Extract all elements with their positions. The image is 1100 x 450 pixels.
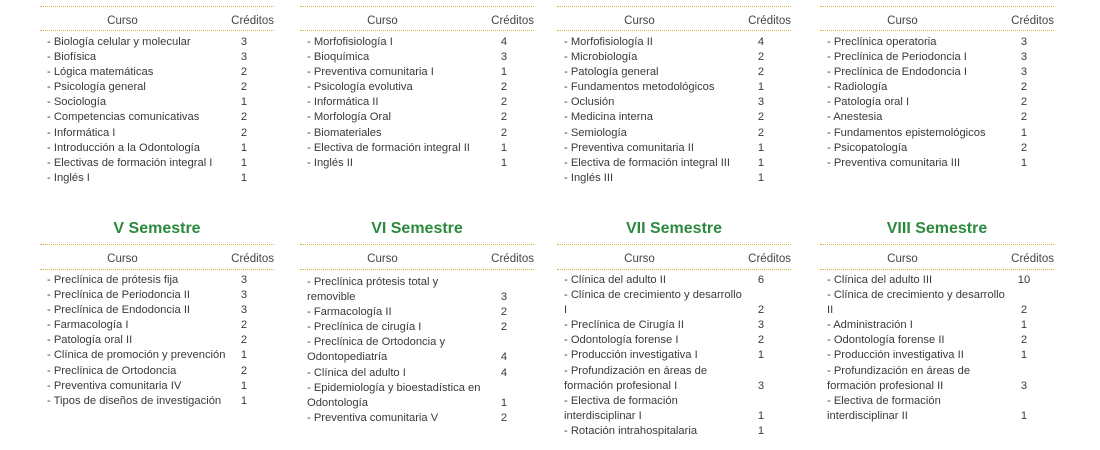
- course-name: - Administración I: [827, 319, 913, 332]
- course-credits: 1: [1020, 156, 1028, 169]
- table-row: [300, 320, 534, 335]
- course-credits: 2: [500, 96, 508, 109]
- table-row: [820, 110, 1054, 125]
- course-credits: 1: [240, 349, 248, 362]
- course-credits: 1: [1020, 349, 1028, 362]
- table-row: [557, 35, 791, 50]
- course-credits: 2: [240, 111, 248, 124]
- course-name: - Biomateriales: [307, 126, 382, 139]
- course-credits: 1: [240, 171, 248, 184]
- course-name: - Preclínica de Ortodoncia: [47, 364, 177, 377]
- table-header: [300, 14, 534, 28]
- course-name: - Patología general: [564, 66, 659, 79]
- table-row: [557, 288, 791, 318]
- course-credits: 1: [240, 141, 248, 154]
- course-name: - Radiología: [827, 81, 888, 94]
- course-credits: 2: [757, 304, 765, 317]
- course-name: - Anestesia: [827, 111, 883, 124]
- table-row: [40, 379, 274, 394]
- course-name: - Microbiología: [564, 51, 638, 64]
- course-name: - Preclínica operatoria: [827, 36, 937, 48]
- table-row: [40, 348, 274, 363]
- table-row: [40, 50, 274, 65]
- course-name: - Clínica de promoción y prevención: [47, 349, 226, 362]
- table-row: [40, 318, 274, 333]
- course-name: - Fundamentos metodológicos: [564, 81, 715, 94]
- course-credits: 4: [500, 351, 508, 364]
- table-row: [820, 50, 1054, 65]
- semester-title: VIII Semestre: [886, 220, 988, 237]
- course-name: - Odontología forense I: [564, 334, 679, 347]
- table-row: [820, 364, 1054, 394]
- credits-header: Créditos: [491, 15, 534, 27]
- divider-header: [40, 269, 274, 270]
- course-credits: 3: [1020, 36, 1028, 48]
- table-row: [300, 305, 534, 320]
- course-name: - Fundamentos epistemológicos: [827, 126, 986, 139]
- course-name: - Inglés II: [307, 156, 354, 169]
- table-row: [557, 318, 791, 333]
- course-name: - Preventiva comunitaria III: [827, 156, 961, 169]
- course-header: Curso: [367, 15, 398, 27]
- course-name: - Farmacología II: [307, 306, 392, 319]
- course-name: - Preventiva comunitaria V: [307, 411, 439, 424]
- table-row: [557, 394, 791, 424]
- course-credits: 2: [1020, 111, 1028, 124]
- course-credits: 2: [1020, 81, 1028, 94]
- course-credits: 3: [757, 379, 765, 392]
- table-row: [820, 394, 1054, 424]
- credits-header: Créditos: [748, 15, 791, 27]
- table-row: [300, 95, 534, 110]
- course-credits: 2: [500, 111, 508, 124]
- course-name: - Preclínica de Cirugía II: [564, 319, 685, 332]
- table-row: [40, 364, 274, 379]
- divider-top: [820, 6, 1054, 7]
- course-credits: 1: [500, 66, 508, 79]
- course-name: - Morfofisiología I: [307, 36, 393, 48]
- table-row: [300, 335, 534, 365]
- table-row: [40, 141, 274, 156]
- course-credits: 2: [500, 126, 508, 139]
- course-credits: 2: [1020, 141, 1028, 154]
- course-credits: 2: [757, 334, 765, 347]
- divider-top: [300, 244, 534, 245]
- course-name: - Clínica de crecimiento y desarrollo I: [564, 289, 742, 317]
- course-list: [820, 35, 1054, 171]
- course-name: - Preclínica de Endodoncia I: [827, 66, 967, 79]
- table-row: [40, 273, 274, 288]
- course-name: - Epidemiología y bioestadística en Odontología: [307, 381, 481, 409]
- course-name: - Psicología evolutiva: [307, 81, 413, 94]
- course-credits: 3: [240, 289, 248, 302]
- table-row: [820, 273, 1054, 288]
- course-name: - Psicología general: [47, 81, 146, 94]
- course-credits: 4: [757, 36, 765, 48]
- course-name: - Odontología forense II: [827, 334, 945, 347]
- course-name: - Electiva de formación integral II: [307, 141, 470, 154]
- course-name: - Patología oral II: [47, 334, 133, 347]
- course-name: - Patología oral I: [827, 96, 910, 109]
- course-credits: 2: [240, 364, 248, 377]
- course-list: [820, 273, 1054, 424]
- table-row: [300, 366, 534, 381]
- table-row: [40, 333, 274, 348]
- course-credits: 2: [757, 51, 765, 64]
- table-row: [300, 80, 534, 95]
- course-name: - Preventiva comunitaria IV: [47, 379, 182, 392]
- course-name: - Competencias comunicativas: [47, 111, 200, 124]
- course-name: - Preventiva comunitaria I: [307, 66, 434, 79]
- course-credits: 1: [757, 171, 765, 184]
- table-row: [300, 65, 534, 80]
- course-header: Curso: [107, 15, 138, 27]
- course-name: - Electiva de formación integral III: [564, 156, 731, 169]
- course-name: - Lógica matemáticas: [47, 66, 154, 79]
- course-list: [557, 273, 791, 439]
- course-name: - Rotación intrahospitalaria: [564, 424, 698, 437]
- credits-header: Créditos: [231, 253, 274, 265]
- course-list: [300, 35, 534, 171]
- course-credits: 3: [1020, 51, 1028, 64]
- table-row: [820, 156, 1054, 171]
- divider-header: [300, 30, 534, 31]
- semester-title: VI Semestre: [371, 220, 463, 237]
- course-name: - Clínica del adulto III: [827, 274, 933, 286]
- course-name: - Morfología Oral: [307, 111, 391, 124]
- table-row: [557, 110, 791, 125]
- table-row: [557, 80, 791, 95]
- course-credits: 1: [500, 156, 508, 169]
- course-name: - Preclínica de prótesis fija: [47, 274, 179, 286]
- table-row: [557, 65, 791, 80]
- table-row: [40, 156, 274, 171]
- course-name: - Sociología: [47, 96, 107, 109]
- table-header: [557, 252, 791, 266]
- table-row: [820, 288, 1054, 318]
- table-row: [40, 394, 274, 409]
- course-name: - Preclínica de Periodoncia II: [47, 289, 191, 302]
- course-name: - Preclínica de Periodoncia I: [827, 51, 967, 64]
- course-header: Curso: [624, 15, 655, 27]
- table-row: [40, 288, 274, 303]
- course-credits: 1: [240, 96, 248, 109]
- course-credits: 2: [240, 319, 248, 332]
- course-name: - Electiva de formación interdisciplinar I: [564, 394, 678, 422]
- course-credits: 1: [1020, 126, 1028, 139]
- course-name: - Profundización en áreas de formación profesional II: [827, 364, 971, 392]
- table-row: [300, 110, 534, 125]
- table-row: [300, 156, 534, 171]
- course-list: [300, 275, 534, 426]
- course-credits: 2: [1020, 96, 1028, 109]
- course-credits: 3: [240, 274, 248, 286]
- table-row: [300, 381, 534, 411]
- table-row: [557, 364, 791, 394]
- table-row: [557, 171, 791, 186]
- course-credits: 1: [500, 141, 508, 154]
- course-credits: 2: [1020, 304, 1028, 317]
- divider-header: [820, 269, 1054, 270]
- course-credits: 4: [500, 366, 508, 379]
- table-header: [820, 14, 1054, 28]
- course-credits: 2: [757, 66, 765, 79]
- divider-top: [557, 244, 791, 245]
- course-name: - Clínica del adulto I: [307, 366, 406, 379]
- table-row: [557, 50, 791, 65]
- course-name: - Clínica de crecimiento y desarrollo II: [827, 289, 1005, 317]
- table-row: [820, 65, 1054, 80]
- course-credits: 3: [500, 51, 508, 64]
- divider-top: [300, 6, 534, 7]
- credits-header: Créditos: [231, 15, 274, 27]
- course-header: Curso: [887, 253, 918, 265]
- table-row: [820, 80, 1054, 95]
- course-credits: 1: [240, 379, 248, 392]
- course-name: - Preclínica de Endodoncia II: [47, 304, 191, 317]
- course-name: - Electiva de formación interdisciplinar II: [827, 394, 941, 422]
- course-credits: 3: [1020, 379, 1028, 392]
- course-name: - Preclínica prótesis total y removible: [307, 276, 439, 304]
- table-row: [40, 35, 274, 50]
- table-row: [557, 141, 791, 156]
- course-credits: 1: [757, 424, 765, 437]
- course-name: - Producción investigativa II: [827, 349, 964, 362]
- course-credits: 2: [240, 334, 248, 347]
- course-list: [557, 35, 791, 186]
- course-credits: 3: [1020, 66, 1028, 79]
- course-header: Curso: [107, 253, 138, 265]
- course-credits: 2: [500, 321, 508, 334]
- course-credits: 2: [757, 126, 765, 139]
- course-credits: 1: [757, 349, 765, 362]
- course-credits: 2: [240, 81, 248, 94]
- course-credits: 6: [757, 274, 765, 286]
- table-header: [40, 252, 274, 266]
- semester-title: VII Semestre: [625, 220, 723, 237]
- table-header: [300, 252, 534, 266]
- course-credits: 3: [240, 36, 248, 48]
- course-name: - Informática II: [307, 96, 379, 109]
- divider-header: [820, 30, 1054, 31]
- table-row: [300, 35, 534, 50]
- course-name: - Tipos de diseños de investigación: [47, 394, 222, 407]
- table-row: [557, 424, 791, 439]
- course-credits: 2: [240, 66, 248, 79]
- course-list: [40, 35, 274, 186]
- course-credits: 1: [757, 81, 765, 94]
- course-name: - Psicopatología: [827, 141, 908, 154]
- divider-top: [40, 244, 274, 245]
- course-credits: 3: [500, 291, 508, 304]
- course-credits: 10: [1017, 274, 1031, 286]
- course-credits: 1: [240, 156, 248, 169]
- course-credits: 2: [757, 111, 765, 124]
- divider-top: [40, 6, 274, 7]
- table-row: [40, 171, 274, 186]
- divider-header: [557, 269, 791, 270]
- course-name: - Oclusión: [564, 96, 615, 109]
- table-row: [557, 95, 791, 110]
- course-credits: 3: [757, 319, 765, 332]
- divider-header: [40, 30, 274, 31]
- course-name: - Profundización en áreas de formación profesional I: [564, 364, 708, 392]
- course-name: - Electivas de formación integral I: [47, 156, 213, 169]
- course-name: - Inglés I: [47, 171, 90, 184]
- table-row: [300, 141, 534, 156]
- table-row: [40, 303, 274, 318]
- table-row: [820, 348, 1054, 363]
- divider-top: [557, 6, 791, 7]
- course-credits: 4: [500, 36, 508, 48]
- credits-header: Créditos: [748, 253, 791, 265]
- table-row: [557, 333, 791, 348]
- course-credits: 1: [500, 396, 508, 409]
- table-row: [40, 95, 274, 110]
- course-name: - Clínica del adulto II: [564, 274, 666, 286]
- course-credits: 2: [1020, 334, 1028, 347]
- course-credits: 2: [500, 306, 508, 319]
- table-row: [557, 126, 791, 141]
- course-name: - Biología celular y molecular: [47, 36, 191, 48]
- course-credits: 3: [240, 304, 248, 317]
- course-name: - Farmacología I: [47, 319, 129, 332]
- table-row: [40, 110, 274, 125]
- course-name: - Semiología: [564, 126, 627, 139]
- credits-header: Créditos: [1011, 15, 1054, 27]
- table-row: [820, 141, 1054, 156]
- divider-top: [820, 244, 1054, 245]
- table-row: [300, 411, 534, 426]
- course-header: Curso: [624, 253, 655, 265]
- course-credits: 1: [757, 409, 765, 422]
- course-name: - Informática I: [47, 126, 116, 139]
- course-name: - Introducción a la Odontología: [47, 141, 200, 154]
- course-name: - Producción investigativa I: [564, 349, 698, 362]
- credits-header: Créditos: [1011, 253, 1054, 265]
- semester-title: V Semestre: [113, 220, 201, 237]
- table-row: [300, 50, 534, 65]
- course-name: - Preclínica de Ortodoncia y Odontopediatría: [307, 336, 446, 364]
- table-row: [40, 126, 274, 141]
- table-header: [557, 14, 791, 28]
- table-row: [557, 273, 791, 288]
- credits-header: Créditos: [491, 253, 534, 265]
- table-row: [820, 95, 1054, 110]
- table-row: [820, 333, 1054, 348]
- table-row: [300, 275, 534, 305]
- course-credits: 3: [240, 51, 248, 64]
- table-row: [820, 318, 1054, 333]
- table-row: [40, 80, 274, 95]
- course-name: - Medicina interna: [564, 111, 653, 124]
- table-header: [40, 14, 274, 28]
- course-name: - Biofísica: [47, 51, 97, 64]
- divider-header: [300, 269, 534, 270]
- table-row: [557, 156, 791, 171]
- course-header: Curso: [887, 15, 918, 27]
- table-row: [557, 348, 791, 363]
- divider-header: [557, 30, 791, 31]
- course-name: - Preventiva comunitaria II: [564, 141, 694, 154]
- course-credits: 1: [757, 156, 765, 169]
- table-row: [820, 126, 1054, 141]
- course-name: - Bioquímica: [307, 51, 370, 64]
- course-header: Curso: [367, 253, 398, 265]
- course-credits: 1: [240, 394, 248, 407]
- course-name: - Inglés III: [564, 171, 614, 184]
- course-name: - Preclínica de cirugía I: [307, 321, 422, 334]
- table-header: [820, 252, 1054, 266]
- course-name: - Morfofisiología II: [564, 36, 653, 48]
- course-credits: 1: [1020, 319, 1028, 332]
- course-credits: 3: [757, 96, 765, 109]
- course-credits: 2: [500, 411, 508, 424]
- course-credits: 1: [757, 141, 765, 154]
- course-credits: 1: [1020, 409, 1028, 422]
- course-credits: 2: [500, 81, 508, 94]
- course-credits: 2: [240, 126, 248, 139]
- course-list: [40, 273, 274, 409]
- table-row: [820, 35, 1054, 50]
- table-row: [300, 126, 534, 141]
- table-row: [40, 65, 274, 80]
